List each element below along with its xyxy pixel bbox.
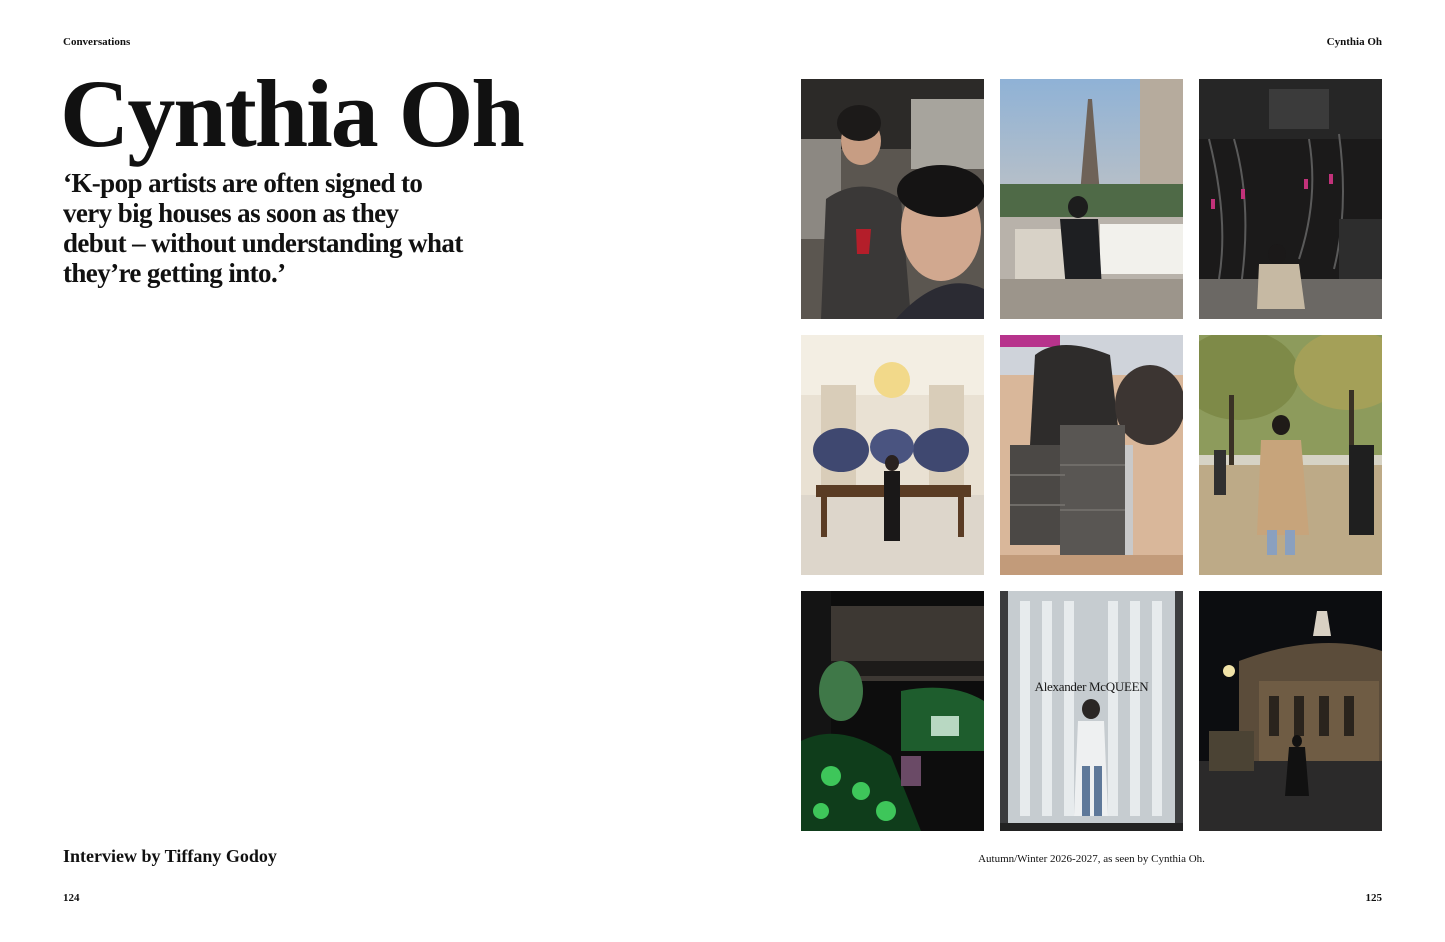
store-sign: Alexander McQUEEN [1034, 679, 1149, 694]
headline: Cynthia Oh [60, 60, 523, 167]
photo-grid [801, 79, 1382, 831]
photo-car-selfie [801, 79, 984, 319]
byline: Interview by Tiffany Godoy [63, 846, 277, 866]
photo-eiffel-terrace [1000, 79, 1183, 319]
photo-night-car-driver [801, 591, 984, 831]
photo-backstage-chair [1199, 79, 1382, 319]
photo-chandelier-hall [801, 335, 984, 575]
photo-grand-palais-night [1199, 591, 1382, 831]
pull-quote: ‘K-pop artists are often signed to very big houses as soon as they debut – without understanding what they’re getting into.’ [63, 168, 463, 288]
photo-mcqueen-window [1000, 591, 1183, 831]
section-label: Conversations [63, 36, 131, 48]
photo-caption: Autumn/Winter 2026-2027, as seen by Cynthia Oh. [978, 853, 1205, 865]
running-header: Cynthia Oh [1326, 36, 1382, 48]
photo-park-path [1199, 335, 1382, 575]
photo-luggage-cart [1000, 335, 1183, 575]
page-number-left: 124 [63, 892, 80, 904]
page-number-right: 125 [1365, 892, 1382, 904]
